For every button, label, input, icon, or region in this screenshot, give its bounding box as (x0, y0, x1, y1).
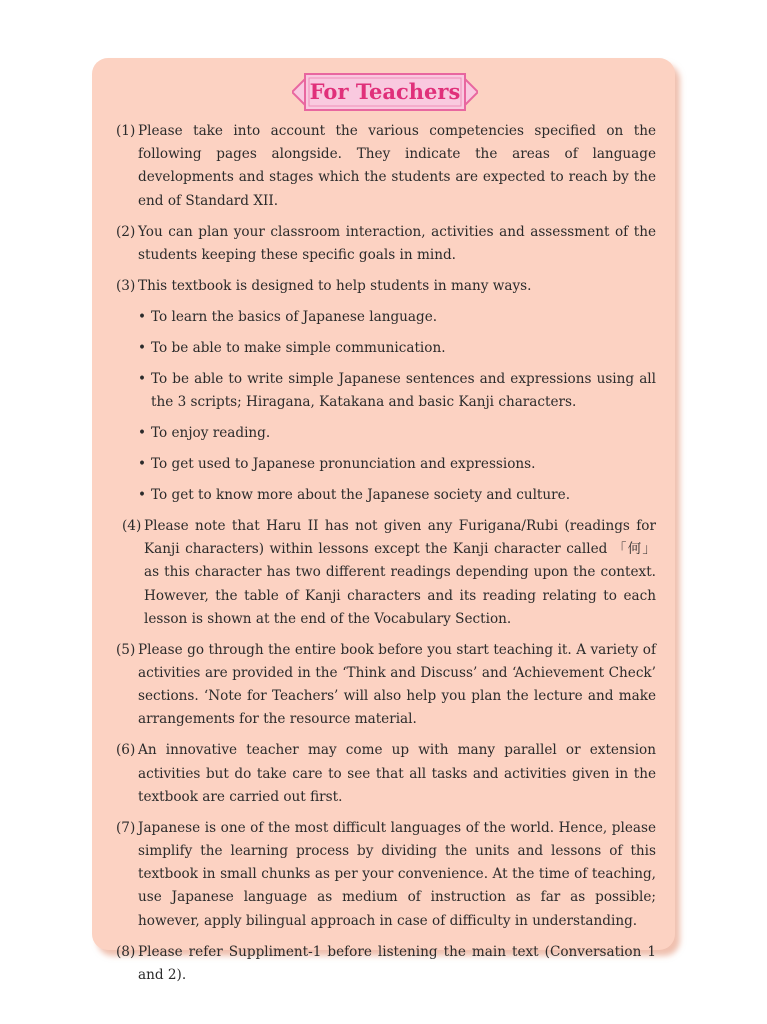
item-text: An innovative teacher may come up with many parallel or extension activities but do take care to see that all tasks and activities given in the textbook are carried out first. (138, 742, 656, 805)
bullet-dot-icon: • (138, 339, 147, 356)
item-number: (8) (116, 943, 136, 960)
bullet-item (138, 368, 656, 414)
bullet-text: To be able to write simple Japanese sentences and expressions using all the 3 scripts; Hiragana, Katakana and basic Kanji characters. (151, 370, 656, 411)
bullet-dot-icon: • (138, 308, 147, 325)
goals-bullet-list (116, 306, 656, 507)
item-text: This textbook is designed to help students in many ways. (138, 277, 532, 294)
item-number: (1) (116, 123, 136, 139)
item-number: (4) (122, 518, 142, 535)
list-item-7 (116, 817, 656, 933)
bullet-dot-icon: • (138, 456, 147, 473)
item-number: (5) (116, 641, 136, 658)
item-number: (6) (116, 742, 136, 759)
teacher-notes-card (92, 58, 675, 983)
item-text: Please note that Haru II has not given any Furigana/Rubi (readings for Kanji characters) within lessons except the Kanji character called 「何」as this character has two different readings depending upon the context. However, the table of Kanji characters and its reading relating to each lesson is shown at the end of the Vocabulary Section. (144, 518, 656, 627)
bullet-text: To get to know more about the Japanese society and culture. (151, 487, 571, 504)
notes-content (116, 120, 656, 995)
page-title: For Teachers (309, 79, 461, 104)
item-text: You can plan your classroom interaction, activities and assessment of the students keeping these specific goals in mind. (138, 223, 656, 263)
item-text: Please refer Suppliment-1 before listening the main text (Conversation 1 and 2). (138, 943, 656, 983)
list-item-1 (116, 120, 656, 213)
bullet-dot-icon: • (138, 370, 147, 387)
list-item-4 (122, 515, 656, 631)
list-item-8 (116, 941, 656, 987)
bullet-text: To enjoy reading. (151, 425, 271, 442)
bullet-dot-icon: • (138, 487, 147, 504)
bullet-text: To be able to make simple communication. (151, 339, 446, 356)
bullet-item (138, 306, 656, 329)
bullet-text: To learn the basics of Japanese language. (151, 308, 438, 325)
item-text: Please take into account the various competencies specified on the following pages alongside. They indicate the areas of language developments and stages which the students are expected to reach by the end of Standard XII. (138, 123, 656, 209)
item-text: Japanese is one of the most difficult languages of the world. Hence, please simplify the learning process by dividing the units and lessons of this textbook in small chunks as per your convenience. At the time of teaching, use Japanese language as medium of instruction as far as possible; however, apply bilingual approach in case of difficulty in understanding. (138, 819, 656, 929)
list-item-6 (116, 739, 656, 809)
bullet-dot-icon: • (138, 425, 147, 442)
list-item-2 (116, 221, 656, 267)
title-banner (292, 72, 478, 112)
bullet-item (138, 422, 656, 445)
item-text: Please go through the entire book before you start teaching it. A variety of activities are provided in the ‘Think and Discuss’ and ‘Achievement Check’ sections. ‘Note for Teachers’ will also help you plan the lecture and make arrangements for the resource material. (138, 641, 656, 728)
bullet-item (138, 484, 656, 507)
bullet-item (138, 453, 656, 476)
item-number: (2) (116, 223, 136, 240)
list-item-3 (116, 275, 656, 298)
bullet-item (138, 337, 656, 360)
item-number: (7) (116, 819, 136, 836)
bullet-text: To get used to Japanese pronunciation and expressions. (151, 456, 536, 473)
item-number: (3) (116, 277, 136, 294)
list-item-5 (116, 639, 656, 732)
